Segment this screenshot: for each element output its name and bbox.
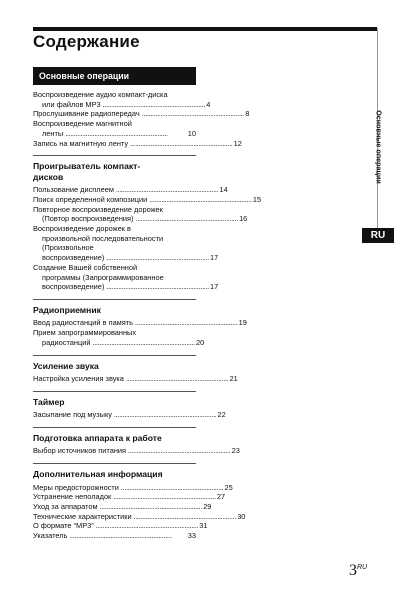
- toc-entry[interactable]: [33, 531, 196, 541]
- toc-entry-line: [33, 531, 196, 541]
- toc-entry-line: [33, 194, 262, 205]
- toc-page-number: 4: [206, 99, 211, 109]
- toc-entry-line: [33, 234, 196, 244]
- toc-page-number: 12: [233, 138, 242, 148]
- language-badge: RU: [362, 228, 394, 243]
- toc-entry-line: [33, 511, 246, 522]
- dot-leader: [113, 492, 215, 502]
- toc-entry[interactable]: [33, 318, 247, 328]
- toc-entry-line: [33, 263, 196, 273]
- toc-entry-line: [33, 273, 196, 283]
- toc-entry-text: Создание Вашей собственной: [33, 262, 138, 272]
- section-heading: Таймер: [33, 396, 65, 407]
- toc-entry[interactable]: [33, 204, 248, 224]
- toc-entry[interactable]: [33, 138, 242, 149]
- toc-entry-line: [33, 337, 205, 348]
- toc-entry-text: Пользование дисплеем: [33, 185, 114, 195]
- toc-page-number: 27: [216, 492, 226, 502]
- toc-entry-line: [33, 282, 219, 292]
- toc-entry[interactable]: [33, 521, 208, 531]
- toc-entry-line: [33, 328, 196, 338]
- section-divider: [33, 155, 196, 156]
- toc-entry-text: Прослушивание радиопередач: [33, 109, 140, 119]
- dot-leader: [106, 282, 208, 292]
- toc-entry-text: Настройка усиления звука: [33, 374, 124, 384]
- toc-entry-text: Воспроизведение дорожек в: [33, 224, 131, 234]
- toc-entry-text: или файлов MP3: [42, 99, 101, 109]
- dot-leader: [149, 195, 251, 205]
- toc-entry-line: [33, 521, 208, 531]
- section-heading-line: дисков: [33, 171, 64, 182]
- toc-entry-line: [33, 109, 250, 119]
- toc-entry-text: О формате “MP3”: [33, 521, 94, 531]
- toc-entry[interactable]: [33, 410, 226, 420]
- toc-entry-line: [33, 410, 226, 420]
- toc-entry[interactable]: [33, 502, 212, 512]
- toc-page-number: 19: [238, 318, 247, 328]
- toc-entry-line: [33, 374, 238, 384]
- toc-entry-text: радиостанций: [42, 337, 91, 347]
- toc-entry-text: Меры предосторожности: [33, 482, 119, 492]
- dot-leader: [65, 129, 186, 139]
- toc-entry[interactable]: [33, 262, 219, 292]
- section-heading: Подготовка аппарата к работе: [33, 432, 162, 443]
- toc-entry[interactable]: [33, 492, 226, 502]
- toc-page-number: 14: [219, 185, 228, 195]
- section-divider: [33, 463, 196, 464]
- toc-page-number: 20: [196, 337, 205, 347]
- dot-leader: [114, 410, 216, 420]
- toc-entry[interactable]: [33, 194, 262, 205]
- toc-page-number: 17: [209, 282, 219, 292]
- toc-entry-line: [33, 185, 228, 195]
- dot-leader: [106, 253, 208, 263]
- section-divider: [33, 427, 196, 428]
- section-heading: Радиоприемник: [33, 304, 101, 315]
- section-divider: [33, 391, 196, 392]
- toc-page-number: 22: [217, 410, 226, 420]
- dot-leader: [69, 531, 185, 541]
- toc-entry-text: (Повтор воспроизведения): [42, 214, 134, 224]
- toc-entry-text: Засыпание под музыку: [33, 410, 112, 420]
- toc-entry[interactable]: [33, 374, 238, 384]
- toc-entry[interactable]: [33, 482, 233, 493]
- toc-entry-text: Воспроизведение аудио компакт-диска: [33, 90, 168, 99]
- toc-entry-line: [33, 90, 196, 100]
- side-section-tab: [364, 92, 394, 202]
- section-divider: [33, 299, 196, 300]
- toc-entry-text: Уход за аппаратом: [33, 502, 98, 512]
- toc-entry-text: Ввод радиостанций в память: [33, 318, 134, 328]
- toc-entry-text: Прием запрограммированных: [33, 328, 137, 338]
- dot-leader: [126, 374, 228, 384]
- toc-page-number: 17: [209, 253, 219, 263]
- toc-entry-text: воспроизведение): [42, 253, 105, 263]
- toc-entry[interactable]: [33, 109, 250, 119]
- toc-entry-line: [33, 119, 196, 129]
- toc-entry-text: Технические характеристики: [33, 511, 132, 521]
- toc-page-number: 21: [229, 374, 238, 384]
- dot-leader: [121, 483, 223, 493]
- toc-entry[interactable]: [33, 511, 246, 522]
- dot-leader: [128, 446, 230, 456]
- toc-entry[interactable]: [33, 328, 205, 347]
- toc-entry-line: [33, 214, 248, 224]
- toc-page-number: 15: [252, 194, 262, 204]
- toc-entry[interactable]: [33, 185, 228, 195]
- toc-page-number: 10: [187, 128, 196, 138]
- dot-leader: [116, 185, 218, 195]
- page-title: Содержание: [33, 32, 140, 51]
- dot-leader: [136, 214, 238, 224]
- toc-entry-text: Воспроизведение магнитной: [33, 119, 132, 129]
- toc-entry-text: (Произвольное: [42, 243, 94, 253]
- toc-entry-text: Выбор источников питания: [33, 446, 127, 456]
- section-heading: Усиление звука: [33, 360, 99, 371]
- toc-entry-text: Устранение неполадок: [33, 492, 112, 502]
- top-rule: [33, 27, 377, 31]
- dot-leader: [134, 512, 236, 522]
- toc-entry-text: Запись на магнитную ленту: [33, 138, 129, 148]
- toc-entry[interactable]: [33, 224, 219, 263]
- toc-page-number: 16: [239, 214, 248, 224]
- toc-page-number: 29: [203, 502, 212, 512]
- dot-leader: [100, 502, 202, 512]
- side-section-label: Основные операции: [374, 110, 384, 184]
- toc-entry[interactable]: [33, 90, 211, 109]
- toc-page-number: 25: [224, 482, 233, 492]
- toc-entry-text: ленты: [42, 128, 64, 138]
- section-heading: Дополнительная информация: [33, 469, 163, 480]
- dot-leader: [135, 318, 237, 328]
- toc-entry-line: [33, 224, 196, 234]
- table-of-contents: [33, 67, 262, 541]
- section-heading: [33, 161, 196, 182]
- toc-page-number: 23: [231, 446, 240, 456]
- dot-leader: [92, 338, 194, 348]
- dot-leader: [96, 521, 198, 531]
- toc-page-number: 8: [245, 109, 250, 119]
- section-heading: Основные операции: [33, 67, 196, 85]
- toc-entry[interactable]: [33, 446, 240, 456]
- toc-entry-text: воспроизведение): [42, 282, 105, 292]
- toc-entry-text: Поиск определенной композиции: [33, 194, 148, 204]
- toc-entry-line: [33, 205, 196, 215]
- toc-entry-line: [33, 492, 226, 502]
- toc-entry-line: [33, 502, 212, 512]
- toc-entry-line: [33, 253, 219, 263]
- toc-entry-line: [33, 482, 233, 493]
- toc-entry-text: произвольной последовательности: [42, 233, 164, 243]
- toc-entry-line: [33, 446, 240, 456]
- toc-page-number: 30: [237, 511, 246, 521]
- toc-entry-line: [33, 318, 247, 328]
- toc-entry-line: [33, 129, 196, 139]
- dot-leader: [142, 109, 244, 119]
- dot-leader: [130, 139, 232, 149]
- section-divider: [33, 355, 196, 356]
- toc-page-number: 31: [199, 521, 208, 531]
- dot-leader: [103, 100, 205, 110]
- toc-entry-line: [33, 99, 211, 110]
- toc-entry-line: [33, 243, 196, 253]
- toc-page-number: 33: [187, 531, 196, 541]
- page-number: $3^{RU}$: [349, 562, 368, 579]
- toc-entry-text: программы (Запрограммированное: [42, 272, 164, 282]
- section-heading-line: Проигрыватель компакт-: [33, 161, 141, 172]
- toc-entry-text: Указатель: [33, 531, 68, 541]
- toc-entry-text: Повторное воспроизведение дорожек: [33, 204, 163, 214]
- toc-entry[interactable]: [33, 119, 196, 138]
- toc-entry-line: [33, 138, 242, 149]
